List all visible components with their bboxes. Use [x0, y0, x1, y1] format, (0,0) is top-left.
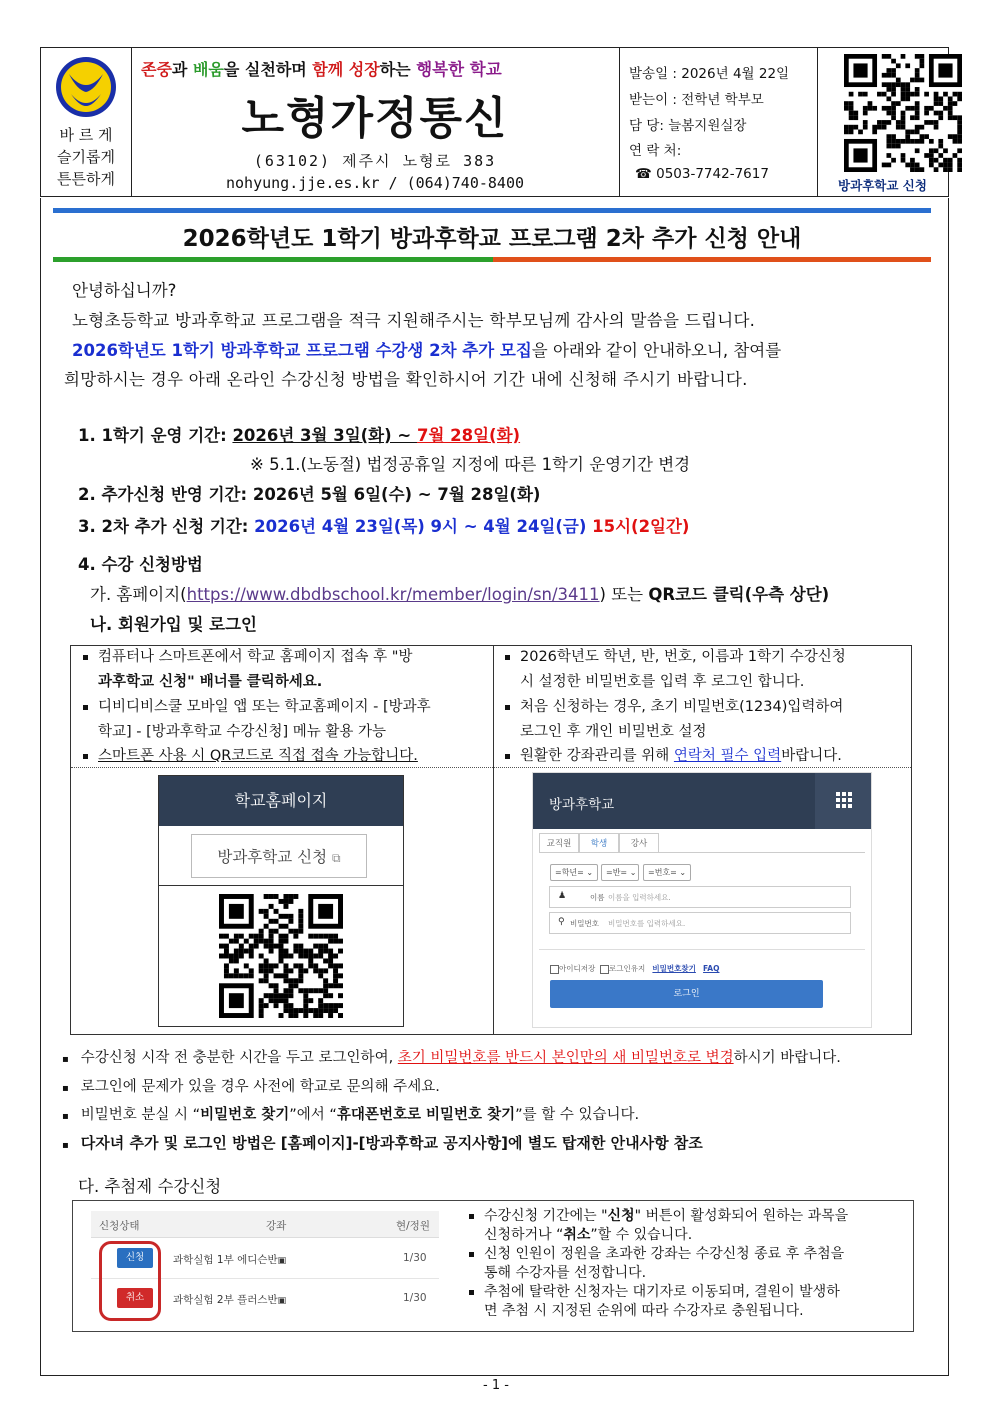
note-text: 비밀번호 분실 시 “ — [80, 1107, 201, 1123]
note-text: 수강신청 시작 전 충분한 시간을 두고 로그인하여, — [80, 1050, 398, 1066]
motto-line: 슬기롭게 — [57, 148, 115, 166]
tab-staff[interactable]: 교직원 — [539, 833, 579, 853]
newsletter-title: 노형가정통신 — [241, 93, 509, 144]
course-name — [173, 1252, 286, 1267]
bullet-text: 스마트폰 사용 시 QR코드로 직접 접속 가능합니다. — [98, 748, 418, 764]
text: 가. 홈페이지( — [90, 585, 187, 604]
field-label: 이름 — [590, 893, 605, 902]
login-title: 방과후학교 — [549, 797, 615, 813]
greeting: 안녕하십니까? — [72, 281, 177, 300]
grid-icon — [815, 773, 871, 829]
tab-student[interactable]: 학생 — [579, 833, 619, 853]
qr-cell — [817, 48, 948, 196]
note-text: ”를 할 수 있습니다. — [515, 1107, 640, 1123]
enrollment-count: 1/30 — [403, 1252, 427, 1264]
qr-code[interactable] — [844, 54, 962, 172]
slogan-word: 배움 — [192, 60, 224, 79]
banner-top-bar — [53, 208, 931, 213]
item-label: 1. 1학기 운영 기간: — [78, 426, 233, 445]
field-placeholder: 비밀번호를 입력하세요. — [608, 919, 686, 928]
afterschool-apply-button[interactable] — [191, 834, 367, 878]
bullet-text: 처음 신청하는 경우, 초기 비밀번호(1234)입력하여 — [520, 699, 844, 715]
bullet-text: 신청 인원이 정원을 초과한 강좌는 수강신청 종료 후 추첨을 — [484, 1246, 845, 1262]
slogan-word: 함께 성장 — [312, 60, 380, 79]
window-icon: ▣ — [277, 1256, 287, 1266]
contact-label: 연 락 처: — [629, 143, 682, 159]
homepage-line — [90, 581, 829, 605]
period-end: 7월 28일(화) — [416, 426, 521, 445]
keep-login-checkbox[interactable] — [600, 965, 609, 974]
number-select[interactable] — [643, 864, 691, 881]
banner-title: 2026학년도 1학기 방과후학교 프로그램 2차 추가 신청 안내 — [182, 226, 802, 252]
lottery-section — [72, 1200, 914, 1332]
bullet-text: " 버튼이 활성화되어 원하는 과목을 — [634, 1208, 849, 1224]
note-text: 다자녀 추가 및 로그인 방법은 [홈페이지]-[방과후학교 공지사항]에 별도 탑재한 안내사항 참조 — [80, 1134, 703, 1152]
intro-text: 을 아래와 같이 안내하오니, 참여를 — [531, 341, 782, 360]
note-text: 하시기 바랍니다. — [733, 1050, 841, 1066]
bullet-text: 2026학년도 학년, 반, 번호, 이름과 1학기 수강신청 — [520, 649, 846, 665]
bullet-text: 추첨에 탈락한 신청자는 대기자로 이동되며, 결원이 발생하 — [484, 1284, 840, 1300]
faq-link[interactable]: FAQ — [703, 964, 720, 973]
course-label: 과학실험 1부 에디슨반 — [173, 1254, 278, 1266]
newsletter-header — [40, 47, 949, 197]
lottery-heading: 다. 추첨제 수강신청 — [78, 1177, 222, 1196]
bullet-text: 로그인 후 개인 비밀번호 설정 — [520, 724, 707, 740]
login-screen-mock — [532, 772, 872, 1028]
title-cell — [131, 48, 620, 196]
school-address: (63102) 제주시 노형로 383 — [253, 152, 497, 170]
qr-label: 방과후학교 신청 — [838, 178, 927, 193]
grid-menu-icon[interactable] — [815, 773, 871, 829]
lottery-bullet — [469, 1283, 840, 1321]
key-icon: ⚲ — [558, 917, 565, 927]
intro-line: 희망하시는 경우 아래 온라인 수강신청 방법을 확인하시어 기간 내에 신청해 주시기 바랍니다. — [64, 370, 748, 389]
intro-line: 노형초등학교 방과후학교 프로그램을 적극 지원해주시는 학부모님께 감사의 말씀을 드립니다. — [72, 311, 756, 330]
period-range: 2026년 4월 23일(목) 9시 ~ 4월 24일(금) — [254, 517, 593, 536]
note-text: ”에서 “ — [289, 1107, 337, 1123]
note-emphasis: 휴대폰번호로 비밀번호 찾기 — [336, 1107, 516, 1123]
intro-line — [72, 337, 781, 361]
banner-bottom-bar-orange — [493, 257, 931, 262]
checkbox-label: 로그인유지 — [609, 964, 646, 973]
lottery-screenshot — [91, 1211, 439, 1323]
homepage-header: 학교홈페이지 — [159, 776, 403, 826]
contact-phone: ☎ 0503-7742-7617 — [635, 166, 769, 182]
note-change-password — [62, 1046, 841, 1067]
slogan-word: 존중 — [141, 60, 172, 79]
divider — [539, 949, 865, 950]
period-start: 2026년 3월 3일(화) ~ — [232, 426, 417, 445]
grade-select[interactable] — [550, 864, 598, 881]
bullet-emphasis: 신청 — [607, 1208, 635, 1224]
note-find-password — [62, 1103, 639, 1124]
chevron-down-icon: ⌄ — [629, 868, 637, 877]
motto-line: 튼튼하게 — [57, 170, 115, 188]
qr-instruction: QR코드 클릭(우측 상단) — [648, 585, 830, 604]
bullet-text: 신청하거나 “ — [484, 1227, 564, 1243]
application-period — [78, 513, 689, 537]
logo-cell — [41, 48, 132, 196]
column-header: 강좌 — [266, 1220, 287, 1232]
login-options — [550, 963, 720, 974]
school-slogan — [141, 56, 502, 80]
select-value: =학년= — [555, 868, 584, 877]
bullet-icon: ▪ — [62, 1083, 69, 1094]
title-banner — [53, 208, 931, 262]
note-multi-child — [62, 1132, 703, 1153]
tab-underline — [539, 852, 865, 853]
note-text: 로그인에 문제가 있을 경우 사전에 학교로 문의해 주세요. — [80, 1079, 440, 1095]
save-id-checkbox[interactable] — [550, 965, 559, 974]
banner-bottom-bar-green — [53, 257, 493, 262]
field-placeholder: 이름을 입력하세요. — [608, 893, 671, 902]
lottery-bullet — [469, 1207, 848, 1245]
bullet-text: 디비디비스쿨 모바일 앱 또는 학교홈페이지 - [방과후 — [98, 699, 431, 715]
button-label: 방과후학교 신청 — [217, 848, 328, 866]
slogan-text: 을 실천하며 — [223, 60, 313, 79]
note-emphasis: 비밀번호 찾기 — [200, 1107, 290, 1123]
select-value: =반= — [606, 868, 628, 877]
lottery-bullet — [469, 1245, 844, 1283]
password-input[interactable] — [549, 912, 851, 934]
instruction-bullet — [505, 645, 846, 695]
bullet-text: 컴퓨터나 스마트폰에서 학교 홈페이지 접속 후 "방 — [98, 649, 413, 665]
bullet-text: 통해 수강자를 선정합니다. — [484, 1265, 647, 1281]
signup-login-heading: 나. 회원가입 및 로그인 — [90, 615, 257, 634]
chevron-down-icon: ⌄ — [586, 868, 594, 877]
school-logo — [55, 56, 117, 118]
instruction-bullet — [83, 695, 431, 745]
manager: 담 당: 늘봄지원실장 — [629, 118, 747, 134]
page-number: - 1 - — [483, 1378, 509, 1393]
recipient: 받는이 : 전학년 학부모 — [629, 92, 764, 108]
bullet-text: 바랍니다. — [781, 748, 842, 764]
table-divider — [493, 646, 494, 1034]
external-link-icon: ⧉ — [332, 851, 341, 865]
bullet-text: 원활한 강좌관리를 위해 — [520, 748, 674, 764]
note-contact-school — [62, 1075, 440, 1096]
table-header — [91, 1211, 439, 1238]
operation-note: ※ 5.1.(노동절) 법정공휴일 지정에 따른 1학기 운영기간 변경 — [250, 455, 691, 474]
note-emphasis: 초기 비밀번호를 반드시 본인만의 새 비밀번호로 변경 — [397, 1050, 734, 1066]
item-label: 3. 2차 추가 신청 기간: — [78, 517, 255, 536]
slogan-word: 행복한 학교 — [416, 60, 502, 79]
select-value: =번호= — [648, 868, 677, 877]
bullet-icon: ▪ — [62, 1111, 69, 1122]
course-label: 과학실험 2부 플러스반 — [173, 1294, 278, 1306]
bullet-icon: ▪ — [62, 1140, 69, 1151]
course-name — [173, 1292, 286, 1307]
application-method-heading: 4. 수강 신청방법 — [78, 555, 203, 574]
recruitment-highlight: 2026학년도 1학기 방과후학교 프로그램 수강생 2차 추가 모집 — [72, 341, 532, 360]
apply-button[interactable]: 신청 — [117, 1248, 153, 1268]
column-header: 신청상태 — [99, 1220, 140, 1232]
instruction-bullet — [505, 744, 842, 769]
reflection-period: 2. 추가신청 반영 기간: 2026년 5월 6일(수) ~ 7월 28일(화) — [78, 485, 541, 504]
bullet-text: ”할 수 있습니다. — [590, 1227, 693, 1243]
checkbox-label: 아이디저장 — [559, 964, 596, 973]
school-motto — [41, 124, 131, 190]
class-select[interactable] — [601, 864, 639, 881]
find-password-link[interactable]: 비밀번호찾기 — [652, 964, 696, 973]
bullet-text: 과후학교 신청" 배너를 클릭하세요. — [98, 674, 323, 690]
motto-line: 바 르 게 — [59, 126, 113, 144]
login-header — [533, 773, 871, 829]
tab-instructor[interactable]: 강사 — [619, 833, 659, 853]
qr-code[interactable] — [219, 894, 343, 1018]
chevron-down-icon: ⌄ — [679, 868, 687, 877]
column-header: 현/정원 — [396, 1220, 430, 1232]
instruction-bullet — [83, 744, 418, 769]
name-input[interactable] — [549, 886, 851, 908]
instruction-bullet — [83, 645, 412, 695]
slogan-text: 하는 — [379, 60, 417, 79]
signup-link[interactable]: https://www.dbdbschool.kr/member/login/sn/3411 — [186, 585, 600, 604]
bullet-text: 시 설정한 비밀번호를 입력 후 로그인 합니다. — [520, 674, 805, 690]
bullet-text: 수강신청 기간에는 " — [484, 1208, 608, 1224]
bullet-emphasis: 취소 — [563, 1227, 591, 1243]
text: ) 또는 — [599, 585, 649, 604]
enrollment-count: 1/30 — [403, 1292, 427, 1304]
instruction-bullet — [505, 695, 843, 745]
slogan-text: 과 — [171, 60, 193, 79]
issue-date: 발송일 : 2026년 4월 22일 — [629, 66, 790, 82]
period-end: 15시(2일간) — [592, 517, 690, 536]
bullet-text: 면 추첨 시 지정된 순위에 따라 수강자로 충원됩니다. — [484, 1303, 804, 1319]
bullet-icon: ▪ — [62, 1054, 69, 1065]
field-label: 비밀번호 — [570, 919, 599, 928]
contact-required: 연락처 필수 입력 — [673, 748, 782, 764]
cancel-button[interactable]: 취소 — [117, 1288, 153, 1308]
school-website-phone: nohyung.jje.es.kr / (064)740-8400 — [225, 174, 524, 192]
window-icon: ▣ — [277, 1296, 287, 1306]
user-icon: ♟ — [558, 891, 567, 901]
login-button[interactable]: 로그인 — [550, 980, 823, 1008]
bullet-text: 학교] - [방과후학교 수강신청] 메뉴 활용 가능 — [98, 724, 386, 740]
school-homepage-mock — [158, 775, 404, 1027]
divider — [159, 885, 403, 886]
info-cell — [619, 48, 818, 196]
operation-period — [78, 422, 520, 446]
